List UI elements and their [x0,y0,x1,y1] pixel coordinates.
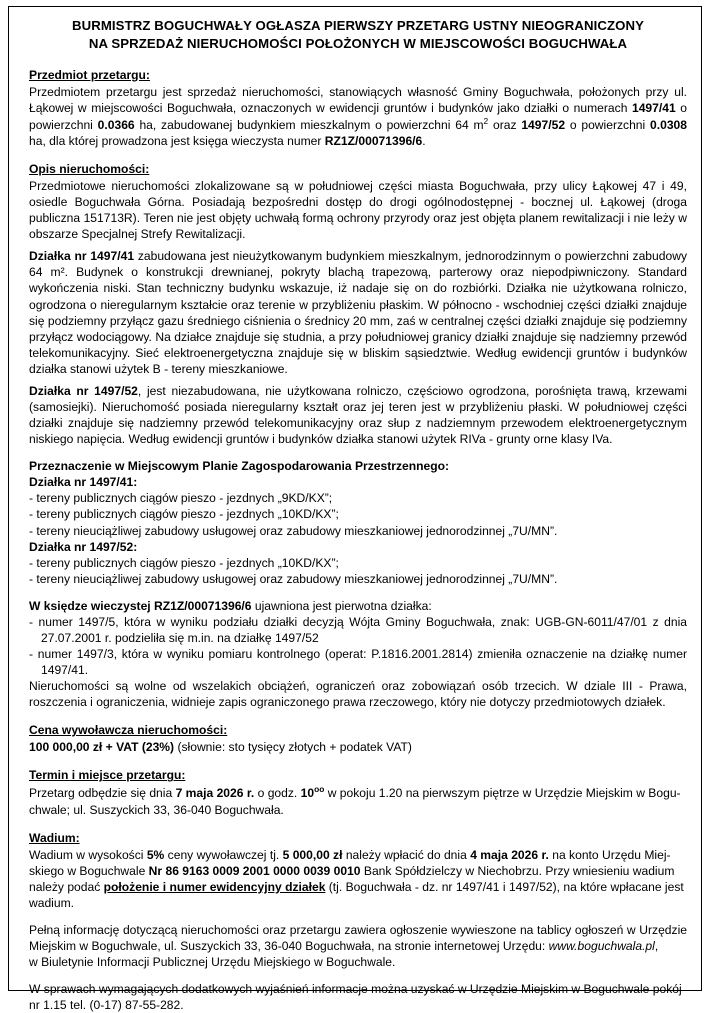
contact-line-1: W sprawach wymagających dodatkowych wyjaśnień informacje można uzyskać w Urzędzie Miejskim w Boguchwale pokój [29,982,682,997]
section-zoning [29,458,687,587]
land-register-note: Nieruchomości są wolne od wszelakich obciążeń, ograniczeń oraz zobowiązań osób trzecich. W dziale III - Prawa, roszczenia i ograniczenia, widnieje zapis ograniczonego prawa rzeczowego, który nie dotyczy przedmiotowych działek. [29,679,687,710]
section-term [29,766,687,817]
price-amount: 100 000,00 zł + VAT (23%) [29,740,175,755]
price-words: (słownie: sto tysięcy złotych + podatek VAT) [174,740,412,755]
section-term-heading: Termin i miejsce przetargu: [29,768,186,783]
subject-text-4: oraz [488,117,522,132]
deposit-required-info: położenie i numer ewidencyjny działek [103,879,326,894]
info-text-2: , [654,939,659,954]
subject-text-2: o powierzchni [29,100,687,132]
section-land-register [29,598,687,711]
term-hour: 10 [300,786,315,801]
term-text-3: w pokoju 1.20 na pierwszym piętrze w Urzędzie Miejskim w Bogu- [324,786,681,801]
zoning-plot-a-item-3: - tereny nieuciążliwej zabudowy usługowej oraz zabudowy mieszkaniowej jednorodzinnej „7U/MN”. [29,523,558,538]
term-hour-sup: oo [314,784,325,795]
section-deposit-heading: Wadium: [29,830,80,845]
description-plot-2-label: Działka nr 1497/52 [29,383,138,398]
deposit-text-5: skiego w Boguchwale [29,863,149,878]
description-paragraph-1: Przedmiotowe nieruchomości zlokalizowane są w południowej części miasta Boguchwała, przy ulicy Łąkowej 47 i 49, osiedle Boguchwała Górna. Posiadają bezpośredni dostęp do drogi ogólnodostępnej - bocznej ul. Łąkowej (droga publiczna 151713R). Teren nie jest objęty uchwałą formą ochrony przyrody oraz jest objęta planem rewitalizacji i nie leży w obszarze Specjalnej Strefy Rewitalizacji. [29,178,687,242]
land-register-head-post: ujawniona jest pierwotna działka: [251,598,432,613]
info-paragraph-2: w Biuletynie Informacji Publicznej Urzędu Miejskiego w Boguchwale. [29,955,396,970]
land-register-heading [29,598,687,614]
advert-content [29,17,687,1013]
section-price [29,721,687,755]
deposit-line-3 [29,879,687,911]
zoning-plot-a-item-1: - tereny publicznych ciągów pieszo - jezdnych „9KD/KX”; [29,491,333,506]
section-description [29,160,687,447]
deposit-deadline: 4 maja 2026 r. [470,847,549,862]
advert-border [8,6,702,1013]
zoning-plot-a-item-2: - tereny publicznych ciągów pieszo - jezdnych „10KD/KX”; [29,507,339,522]
deposit-text-7: należy podać [29,879,104,894]
info-text-1: Pełną informację dotyczącą nieruchomości oraz przetargu zawiera ogłoszenie wywieszone na tablicy ogłoszeń w Urzędzie Miejskim w Boguchwale, ul. Suszyckich 33, 36-040 Boguchwała, na stronie internetowej Urzędu: [29,922,687,954]
title-line-1: BURMISTRZ BOGUCHWAŁY OGŁASZA PIERWSZY PRZETARG USTNY NIEOGRANICZONY [71,18,645,33]
term-text-1: Przetarg odbędzie się dnia [29,786,176,801]
section-contact [29,981,687,1013]
land-register-head-pre: W księdze wieczystej [29,598,155,613]
zoning-plot-b-item-2: - tereny nieuciążliwej zabudowy usługowej oraz zabudowy mieszkaniowej jednorodzinnej „7U/MN”. [29,571,558,586]
subject-text-1: Przedmiotem przetargu jest sprzedaż nieruchomości, stanowiących własność Gminy Boguchwała, położonych przy ul. Łąkowej w miejscowości Boguchwała, oznaczonych w ewidencji gruntów i budynków jako działki o numerach [29,84,687,115]
deposit-line-2 [29,863,687,879]
description-plot-2-text: , jest niezabudowana, nie użytkowana rolniczo, częściowo ogrodzona, porośnięta trawą, krzewami (samosiejki). Nieruchomość posiada nieregularny kształt oraz jej teren jest w przybliżeniu płaski. W południowej części działki znajduje się nadziemny przewód telekomunikacyjny oraz słup z nadziemnym przewodem elektroenergetycznym niskiego napięcia. Według ewidencji gruntów i budynków działka stanowi użytek RIVa - grunty orne klasy IVa. [29,383,687,447]
term-date: 7 maja 2026 r. [175,786,255,801]
section-subject-body [29,84,687,149]
deposit-text-8: (tj. Boguchwała - dz. nr 1497/41 i 1497/52), na które wpłacane jest wadium. [29,879,684,910]
deposit-text-3: należy wpłacić do dnia [342,847,471,862]
deposit-amount: 5 000,00 zł [282,847,343,862]
info-paragraph [29,922,687,954]
subject-text-6: ha, dla której prowadzona jest księga wieczysta numer [29,133,325,148]
subject-sup-1: 2 [483,115,489,126]
land-register-item-1: - numer 1497/5, która w wyniku podziału działki decyzją Wójta Gminy Boguchwała, znak: UGB-GN-6011/47/01 z dnia 27.07.2001 r. podzieliła się m.in. na działkę 1497/52 [29,614,687,645]
term-line-1 [29,784,687,801]
deposit-text-1: Wadium w wysokości [29,847,147,862]
page-title [29,17,687,53]
price-value-line [29,739,687,755]
term-line-2: chwale; ul. Suszyckich 33, 36-040 Boguchwała. [29,802,284,817]
deposit-text-6: Bank Spółdzielczy w Niechobrzu. Przy wniesieniu wadium [360,863,675,878]
section-info [29,922,687,970]
subject-area-1: 0.0366 [97,117,135,132]
deposit-text-4: na konto Urzędu Miej- [548,847,671,862]
zoning-plot-b-item-1: - tereny publicznych ciągów pieszo - jezdnych „10KD/KX”; [29,555,339,570]
description-plot-1-label: Działka nr 1497/41 [29,249,135,264]
deposit-account-number: Nr 86 9163 0009 2001 0000 0039 0010 [148,863,361,878]
deposit-percent: 5% [146,847,165,862]
description-paragraph-3 [29,383,687,447]
info-website: www.boguchwala.pl [548,939,655,954]
subject-plot-1: 1497/41 [631,100,676,115]
subject-area-2: 0.0308 [650,117,688,132]
section-subject-heading: Przedmiot przetargu: [29,67,150,82]
deposit-text-2: ceny wywoławczej tj. [164,847,283,862]
section-description-heading: Opis nieruchomości: [29,161,150,176]
zoning-plot-a-heading: Działka nr 1497/41: [29,475,138,490]
subject-text-7: . [422,133,426,148]
subject-text-5: o powierzchni [565,117,651,132]
section-subject [29,66,687,149]
zoning-plot-b-heading: Działka nr 1497/52: [29,539,138,554]
land-register-item-2: - numer 1497/3, która w wyniku pomiaru kontrolnego (operat: P.1816.2001.2814) zmieniła oznaczenie na działkę numer 1497/41. [29,647,687,678]
deposit-line-1 [29,847,687,863]
description-plot-1-text: zabudowana jest nieużytkowanym budynkiem mieszkalnym, jednorodzinnym o powierzchni zabudowy 64 m². Budynek o konstrukcji drewnianej, pokryty blachą trapezową, parterowy oraz niepodpiwniczony. Standard wykończenia niski. Stan techniczny budynku wskazuje, iż nadaje się on do rozbiórki. Działka nie użytkowana rolniczo, ogrodzona o nieregularnym kształcie oraz terenie w przybliżeniu płaskim. W północno - wschodniej części działki znajduje się podziemny przyłącz gazu średniego ciśnienia o średnicy 20 mm, zaś w centralnej części działki znajduje się podziemny przyłącz wodociągowy. Na działce znajduje się studnia, a przy południowej granicy działki znajduje się nadziemny przewód telekomunikacyjny. Sieć elektroenergetyczna znajduje się w bliskim sąsiedztwie. Według ewidencji gruntów i budynków działka stanowi użytek B - tereny mieszkaniowe. [29,249,687,376]
description-paragraph-2 [29,248,687,377]
contact-line-2: nr 1.15 tel. (0-17) 87-55-282. [29,998,184,1013]
section-deposit [29,829,687,911]
subject-kw: RZ1Z/00071396/6 [324,133,423,148]
land-register-kw: RZ1Z/00071396/6 [154,598,252,613]
term-text-2: o godz. [254,786,301,801]
section-zoning-heading: Przeznaczenie w Miejscowym Planie Zagospodarowania Przestrzennego: [29,459,450,474]
subject-plot-2: 1497/52 [521,117,566,132]
title-line-2: NA SPRZEDAŻ NIERUCHOMOŚCI POŁOŻONYCH W MIEJSCOWOŚCI BOGUCHWAŁA [88,35,628,51]
subject-text-3: ha, zabudowanej budynkiem mieszkalnym o powierzchni 64 m [134,117,484,132]
section-price-heading: Cena wywoławcza nieruchomości: [29,723,228,738]
